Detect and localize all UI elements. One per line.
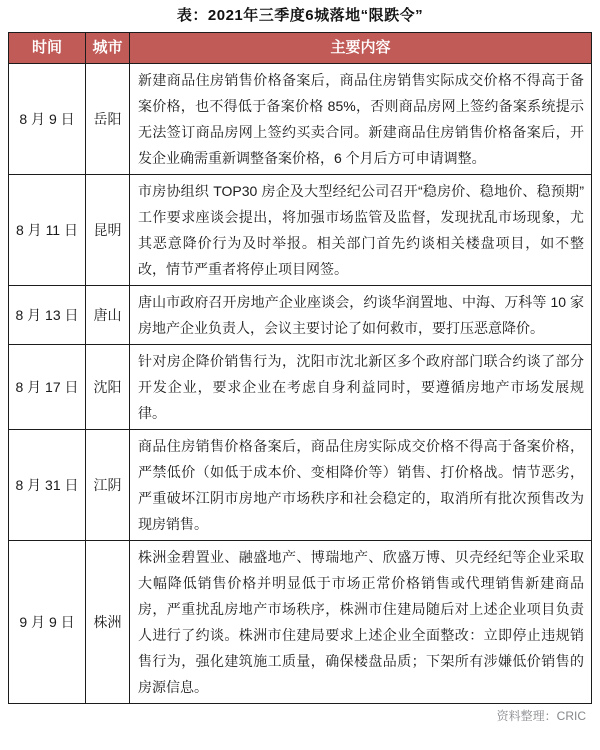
- table-body: [9, 64, 592, 704]
- policy-table: [8, 32, 592, 704]
- table-row: [9, 286, 592, 345]
- row-date-cell: 8 月 11 日: [9, 175, 86, 286]
- table-row: [9, 175, 592, 286]
- source-credit: 资料整理：CRIC: [496, 709, 586, 723]
- table-row: [9, 541, 592, 704]
- row-content-cell: 市房协组织 TOP30 房企及大型经纪公司召开“稳房价、稳地价、稳预期”工作要求座谈会提出，将加强市场监管及监督，发现扰乱市场现象，尤其恶意降价行为及时举报。相关部门首先约谈相关楼盘项目，如不整改，情节严重者将停止项目网签。: [130, 175, 592, 286]
- row-content-cell: 新建商品住房销售价格备案后，商品住房销售实际成交价格不得高于备案价格，也不得低于备案价格 85%，否则商品房网上签约备案系统提示无法签订商品房网上签约买卖合同。新建商品住房销售价格备案后，开发企业确需重新调整备案价格，6 个月后方可申请调整。: [130, 64, 592, 175]
- table-row: [9, 345, 592, 430]
- row-city-cell: 岳阳: [86, 64, 130, 175]
- table-header: [9, 33, 592, 64]
- row-content-cell: 株洲金碧置业、融盛地产、博瑞地产、欣盛万博、贝壳经纪等企业采取大幅降低销售价格并明显低于市场正常价格销售或代理销售新建商品房，严重扰乱房地产市场秩序，株洲市住建局随后对上述企业项目负责人进行了约谈。株洲市住建局要求上述企业全面整改：立即停止违规销售行为，强化建筑施工质量，确保楼盘品质；下架所有涉嫌低价销售的房源信息。: [130, 541, 592, 704]
- row-date-cell: 8 月 13 日: [9, 286, 86, 345]
- row-date-cell: 8 月 17 日: [9, 345, 86, 430]
- row-city-cell: 昆明: [86, 175, 130, 286]
- row-date-cell: 8 月 9 日: [9, 64, 86, 175]
- row-city-cell: 唐山: [86, 286, 130, 345]
- row-content-cell: 针对房企降价销售行为，沈阳市沈北新区多个政府部门联合约谈了部分开发企业，要求企业在考虑自身利益同时，要遵循房地产市场发展规律。: [130, 345, 592, 430]
- col-header-time: 时间: [9, 33, 86, 64]
- row-date-cell: 9 月 9 日: [9, 541, 86, 704]
- row-content-cell: 唐山市政府召开房地产企业座谈会，约谈华润置地、中海、万科等 10 家房地产企业负责人，会议主要讨论了如何救市，要打压恶意降价。: [130, 286, 592, 345]
- row-city-cell: 沈阳: [86, 345, 130, 430]
- table-row: [9, 430, 592, 541]
- table-title: 表：2021年三季度6城落地“限跌令”: [176, 7, 424, 24]
- row-city-cell: 株洲: [86, 541, 130, 704]
- row-city-cell: 江阴: [86, 430, 130, 541]
- row-date-cell: 8 月 31 日: [9, 430, 86, 541]
- col-header-city: 城市: [86, 33, 130, 64]
- header-row: [9, 33, 592, 64]
- row-content-cell: 商品住房销售价格备案后，商品住房实际成交价格不得高于备案价格，严禁低价（如低于成本价、变相降价等）销售、打价格战。情节恶劣，严重破坏江阴市房地产市场秩序和社会稳定的，取消所有批次预售改为现房销售。: [130, 430, 592, 541]
- col-header-content: 主要内容: [130, 33, 592, 64]
- table-row: [9, 64, 592, 175]
